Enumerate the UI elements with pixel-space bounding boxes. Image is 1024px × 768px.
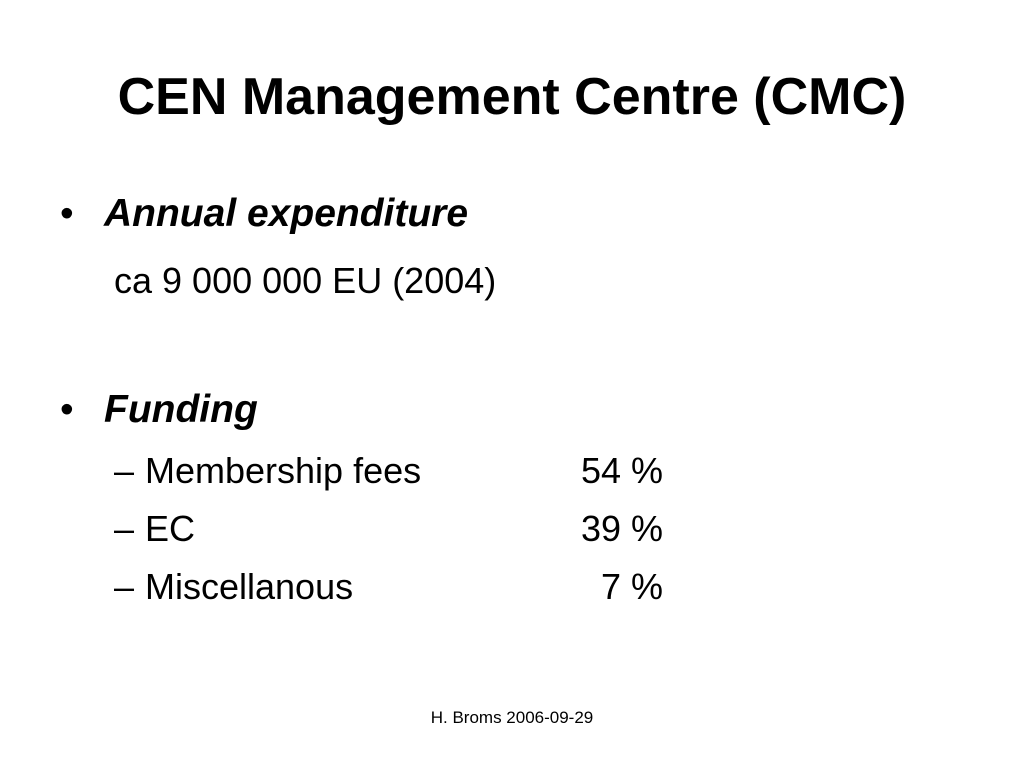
bullet-dot: • xyxy=(60,388,74,431)
slide-title: CEN Management Centre (CMC) xyxy=(117,68,907,126)
funding-item-ec xyxy=(114,506,674,552)
funding-item-label: EC xyxy=(145,508,196,549)
sub-bullet-dash: – xyxy=(114,450,135,491)
funding-item-label: Membership fees xyxy=(145,450,422,491)
funding-item-miscellanous xyxy=(114,564,674,610)
sub-bullet-dash: – xyxy=(114,566,135,607)
funding-item-membership-fees xyxy=(114,448,674,494)
funding-item-value: 39 % xyxy=(580,508,663,549)
funding-item-value: 54 % xyxy=(580,450,663,491)
funding-item-label: Miscellanous xyxy=(145,566,354,607)
funding-item-value: 7 % xyxy=(600,566,663,607)
slide-footer: H. Broms 2006-09-29 xyxy=(430,708,594,727)
expenditure-detail: ca 9 000 000 EU (2004) xyxy=(114,260,497,301)
sub-bullet-dash: – xyxy=(114,508,135,549)
annual-expenditure-heading: Annual expenditure xyxy=(104,192,469,235)
funding-heading: Funding xyxy=(104,388,258,431)
bullet-dot: • xyxy=(60,192,74,235)
